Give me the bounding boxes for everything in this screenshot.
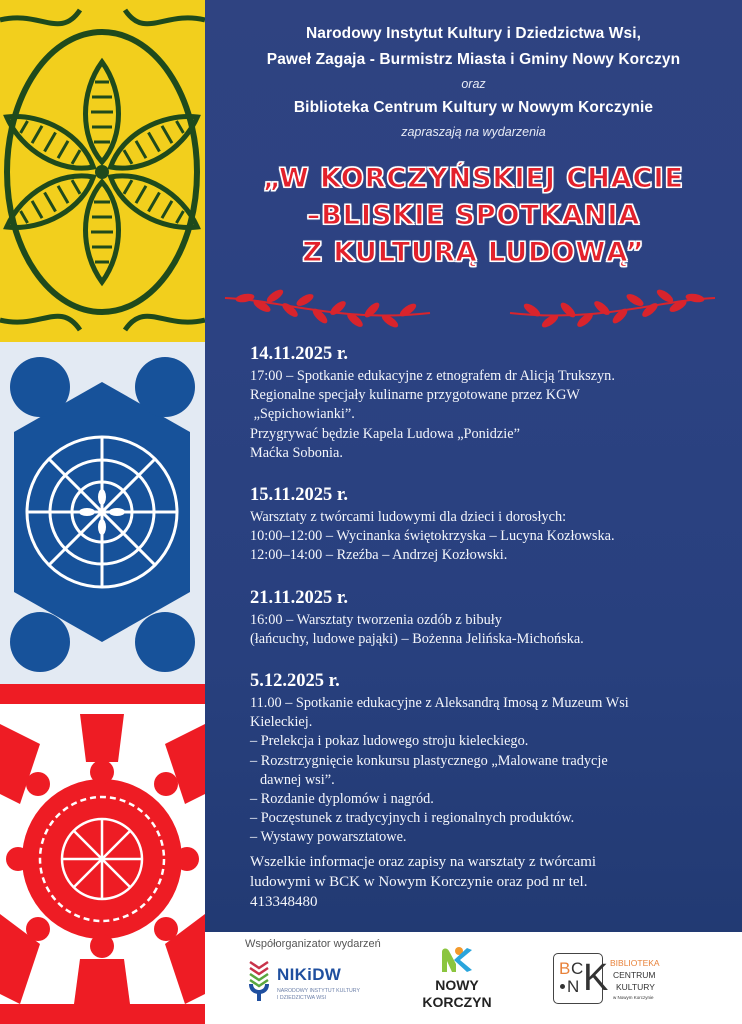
event-detail: 17:00 – Spotkanie edukacyjne z etnografem dr Alicją Trukszyn. bbox=[250, 368, 615, 384]
event-detail: dawnej wsi”. bbox=[260, 771, 335, 788]
event-schedule bbox=[250, 343, 720, 869]
event-date: 5.12.2025 r. bbox=[250, 671, 340, 692]
organizer-line: Narodowy Instytut Kultury i Dziedzictwa Wsi, bbox=[305, 25, 642, 42]
event-detail: – Prelekcja i pokaz ludowego stroju kieleckiego. bbox=[250, 733, 529, 750]
event-title bbox=[205, 160, 742, 271]
nikidw-subtitle bbox=[277, 988, 407, 1001]
event-detail: 16:00 – Warsztaty tworzenia ozdób z bibuły bbox=[250, 611, 502, 628]
event-detail: – Wystawy powarsztatowe. bbox=[250, 829, 407, 846]
folk-cutout-strip bbox=[0, 0, 205, 1024]
yellow-folk-cutout-image bbox=[0, 0, 205, 342]
event-date: 21.11.2025 r. bbox=[250, 587, 348, 608]
sponsor-footer bbox=[205, 932, 742, 1024]
nowy-korczyn-line: NOWY bbox=[435, 977, 479, 993]
bck-mark-letter: C bbox=[571, 959, 584, 978]
event-detail: Przygrywać będzie Kapela Ludowa „Ponidzie” bbox=[250, 425, 520, 442]
blue-folk-cutout-image bbox=[0, 342, 205, 684]
organizer-line: Paweł Zagaja - Burmistrz Miasta i Gminy Nowy Korczyn bbox=[266, 51, 681, 68]
bck-logo bbox=[553, 953, 673, 1005]
bck-mark bbox=[553, 953, 609, 1004]
bck-mark-letter: K bbox=[583, 957, 609, 999]
phone-number: 413348480 bbox=[250, 894, 318, 910]
info-line: Wszelkie informacje oraz zapisy na warsztaty z twórcami bbox=[250, 854, 597, 870]
event-detail: Regionalne specjały kulinarne przygotowane przez KGW bbox=[250, 387, 580, 404]
event-detail: 11.00 – Spotkanie edukacyjne z Aleksandrą Imosą z Muzeum Wsi bbox=[250, 695, 629, 712]
nikidw-name: NIKiDW bbox=[277, 965, 342, 984]
event-entry bbox=[250, 484, 720, 566]
event-detail: 12:00–14:00 – Rzeźba – Andrzej Kozłowski. bbox=[250, 547, 508, 564]
organizers-header bbox=[205, 24, 742, 146]
leaf-garland-left-icon bbox=[220, 288, 435, 328]
leaf-garland-right-icon bbox=[505, 288, 720, 328]
event-detail: „Sępichowianki”. bbox=[250, 406, 355, 423]
nowy-korczyn-mark-icon bbox=[439, 946, 475, 974]
event-detail: – Rozdanie dyplomów i nagród. bbox=[250, 791, 434, 808]
nikidw-subtitle-line: I DZIEDZICTWA WSI bbox=[277, 994, 327, 1001]
event-entry bbox=[250, 670, 720, 848]
info-line: ludowymi w BCK w Nowym Korczynie oraz pod nr tel. bbox=[250, 874, 588, 890]
red-folk-cutout-image bbox=[0, 684, 205, 1024]
bck-text-line: KULTURY bbox=[616, 982, 655, 992]
nikidw-logo bbox=[247, 958, 407, 1008]
bck-mark-letter: N bbox=[567, 977, 580, 996]
red-rosette-icon bbox=[0, 684, 205, 1024]
title-line: Z KULTURĄ LUDOWĄ” bbox=[302, 237, 645, 268]
nowy-korczyn-line: KORCZYN bbox=[422, 994, 492, 1010]
event-detail: (łańcuchy, ludowe pająki) – Bożenna Jelińska-Michońska. bbox=[250, 630, 584, 647]
title-line: –BLISKIE SPOTKANIA bbox=[306, 200, 641, 231]
nikidw-subtitle-line: NARODOWY INSTYTUT KULTURY bbox=[277, 988, 360, 994]
event-detail: – Rozstrzygnięcie konkursu plastycznego „Malowane tradycje bbox=[250, 752, 608, 769]
title-line: „W KORCZYŃSKIEJ CHACIE bbox=[262, 163, 684, 194]
bck-mark-letter: B bbox=[559, 959, 571, 978]
nowy-korczyn-name bbox=[417, 977, 497, 1011]
registration-info bbox=[250, 852, 720, 912]
conjunction-text: oraz bbox=[461, 77, 486, 91]
event-detail: Kieleckiej. bbox=[250, 714, 313, 731]
event-entry bbox=[250, 587, 720, 649]
bck-text-line: w Nowym Korczynie bbox=[613, 995, 654, 1000]
nikidw-wheat-icon bbox=[247, 958, 271, 1002]
event-entry bbox=[250, 343, 720, 463]
blue-rosette-icon bbox=[0, 342, 205, 684]
event-detail: Warsztaty z twórcami ludowymi dla dzieci i dorosłych: bbox=[250, 509, 567, 526]
event-detail: 10:00–12:00 – Wycinanka świętokrzyska – Lucyna Kozłowska. bbox=[250, 528, 615, 545]
event-date: 15.11.2025 r. bbox=[250, 485, 348, 506]
invite-text: zapraszają na wydarzenia bbox=[401, 125, 546, 139]
bck-dot-icon bbox=[560, 984, 565, 989]
event-poster-panel bbox=[205, 0, 742, 932]
coorganizer-label: Współorganizator wydarzeń bbox=[245, 938, 381, 950]
host-name: Biblioteka Centrum Kultury w Nowym Korczynie bbox=[293, 99, 654, 116]
bck-text-line: CENTRUM bbox=[613, 970, 656, 980]
event-detail: – Poczęstunek z tradycyjnych i regionalnych produktów. bbox=[250, 810, 575, 827]
nowy-korczyn-logo bbox=[417, 946, 497, 1022]
event-detail: Maćka Sobonia. bbox=[250, 444, 343, 461]
event-date: 14.11.2025 r. bbox=[250, 344, 348, 364]
bck-text-line: BIBLIOTEKA bbox=[610, 958, 660, 968]
yellow-rosette-icon bbox=[0, 0, 205, 342]
